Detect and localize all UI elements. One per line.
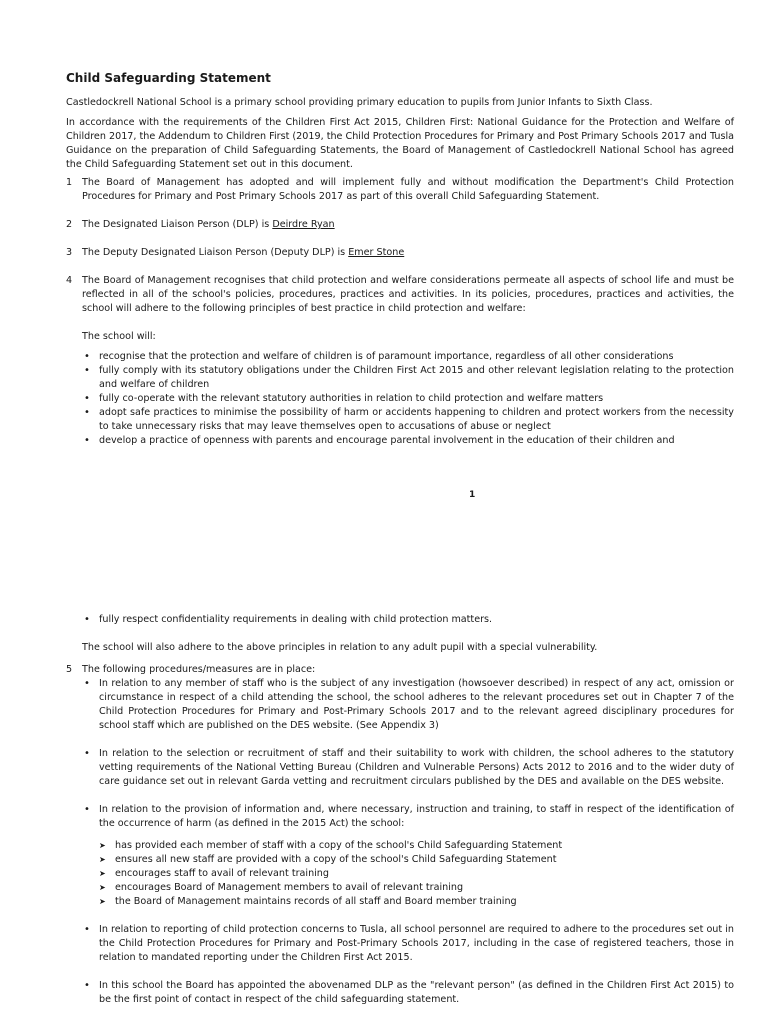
- list-item: • adopt safe practices to minimise the possibility of harm or accidents happening to children and protect workers from the necessity to take unnecessary risks that may leave themselves open to accusations of abuse or neglect: [82, 406, 734, 434]
- dlp-name: Deirdre Ryan: [272, 219, 335, 230]
- list-item: • fully comply with its statutory obligations under the Children First Act 2015 and other relevant legislation relating to the protection and welfare of children: [82, 364, 734, 392]
- intro-paragraph: Castledockrell National School is a primary school providing primary education to pupils from Junior Infants to Sixth Class.: [66, 97, 653, 108]
- measure-text: In relation to reporting of child protection concerns to Tusla, all school personnel are required to adhere to the procedures set out in the Child Protection Procedures for Primary and Post-Primary Schools 2017, including in the case of registered teachers, those in relation to mandated reporting under the Children First Act 2015.: [99, 924, 734, 963]
- item-text: The Deputy Designated Liaison Person (Deputy DLP) is: [82, 247, 346, 258]
- item-2: [66, 218, 734, 232]
- list-item: [82, 923, 734, 965]
- list-item: • recognise that the protection and welfare of children is of paramount importance, regardless of all other considerations: [82, 350, 734, 364]
- list-item: • fully respect confidentiality requirements in dealing with child protection matters.: [82, 613, 734, 627]
- sub-list-item: ➤ encourages Board of Management members to avail of relevant training: [99, 881, 734, 895]
- list-item: [82, 677, 734, 733]
- list-item: [82, 979, 734, 1007]
- document-page-2: [66, 613, 734, 1021]
- item-1: [66, 176, 734, 204]
- page-number: 1: [469, 490, 476, 500]
- list-item: • develop a practice of openness with parents and encourage parental involvement in the education of their children and: [82, 434, 734, 448]
- measure-text: In relation to the provision of information and, where necessary, instruction and training, to staff in respect of the identification of the occurrence of harm (as defined in the 2015 Act) the school:: [99, 804, 734, 829]
- item-number: 1: [66, 177, 73, 188]
- sub-list-item: ➤ encourages staff to avail of relevant training: [99, 867, 734, 881]
- item-4: [66, 274, 734, 316]
- sub-list-item: ➤ has provided each member of staff with a copy of the school's Child Safeguarding Statement: [99, 839, 734, 853]
- measure-text: In relation to any member of staff who is the subject of any investigation (howsoever described) in respect of any act, omission or circumstance in respect of a child attending the school, the school adheres to the relevant procedures set out in Chapter 7 of the Child Protection Procedures for Primary and Post-Primary Schools 2017 and to the relevant agreed disciplinary procedures for school staff which are published on the DES website. (See Appendix 3): [99, 678, 734, 731]
- measure-text: In this school the Board has appointed the abovenamed DLP as the "relevant person" (as defined in the Children First Act 2015) to be the first point of contact in respect of the child safeguarding statement.: [99, 980, 734, 1005]
- item-3: [66, 246, 734, 260]
- item-number: 5: [66, 664, 73, 675]
- item-number: 4: [66, 275, 73, 286]
- document-page-1: [66, 70, 734, 448]
- item-5: [66, 663, 734, 677]
- document-title: Child Safeguarding Statement: [66, 71, 271, 85]
- item-text: The Board of Management has adopted and will implement fully and without modification the Department's Child Protection Procedures for Primary and Post Primary Schools 2017 as part of this overall Child Safeguarding Statement.: [82, 177, 734, 202]
- item-text: The Board of Management recognises that child protection and welfare considerations permeate all aspects of school life and must be reflected in all of the school's policies, procedures, practices and activities. In its policies, procedures, practices and activities, the school will adhere to the following principles of best practice in child protection and welfare:: [82, 275, 734, 314]
- sub-list-item: ➤ the Board of Management maintains records of all staff and Board member training: [99, 895, 734, 909]
- adult-pupil-paragraph: The school will also adhere to the above principles in relation to any adult pupil with a special vulnerability.: [82, 642, 598, 653]
- accordance-paragraph: In accordance with the requirements of the Children First Act 2015, Children First: National Guidance for the Protection and Welfare of Children 2017, the Addendum to Children First (2019, the Child Protection Procedures for Primary and Post Primary Schools 2017 and Tusla Guidance on the preparation of Child Safeguarding Statements, the Board of Management of Castledockrell National School has agreed the Child Safeguarding Statement set out in this document.: [66, 117, 734, 170]
- list-item: [82, 803, 734, 909]
- training-list: [99, 839, 734, 909]
- item-text: The Designated Liaison Person (DLP) is: [82, 219, 270, 230]
- list-item: • fully co-operate with the relevant statutory authorities in relation to child protection and welfare matters: [82, 392, 734, 406]
- list-item: [82, 747, 734, 789]
- principles-list: [82, 350, 734, 448]
- sub-list-item: ➤ ensures all new staff are provided with a copy of the school's Child Safeguarding Statement: [99, 853, 734, 867]
- school-will-label: The school will:: [82, 331, 156, 342]
- item-text: The following procedures/measures are in place:: [82, 664, 316, 675]
- measures-list: [82, 677, 734, 1007]
- item-number: 3: [66, 247, 73, 258]
- deputy-dlp-name: Emer Stone: [348, 247, 405, 258]
- measure-text: In relation to the selection or recruitment of staff and their suitability to work with children, the school adheres to the statutory vetting requirements of the National Vetting Bureau (Children and Vulnerable Persons) Acts 2012 to 2016 and to the wider duty of care guidance set out in relevant Garda vetting and recruitment circulars published by the DES and available on the DES website.: [99, 748, 734, 787]
- principles-list-continued: [82, 613, 734, 627]
- item-number: 2: [66, 219, 73, 230]
